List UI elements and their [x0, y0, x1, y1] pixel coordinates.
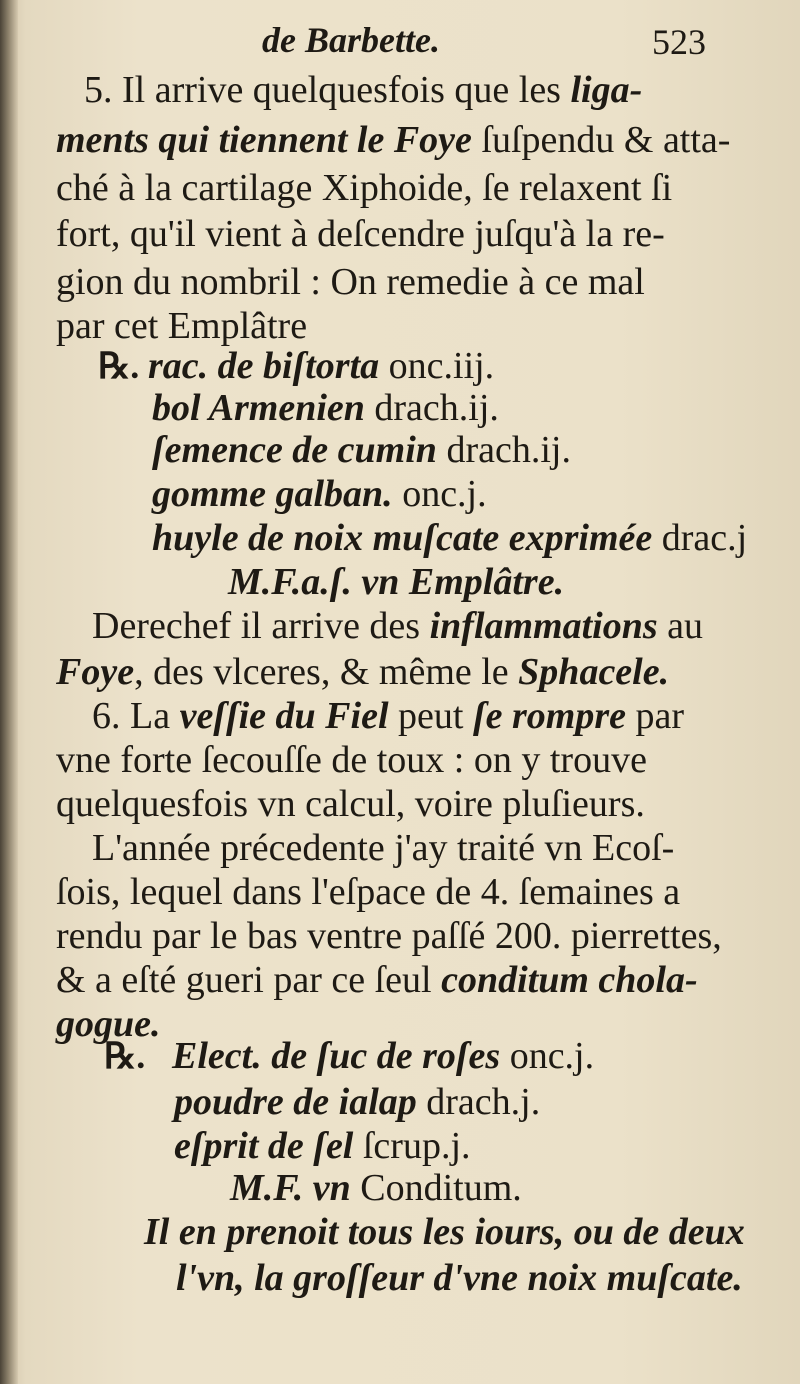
page-number: 523 — [652, 22, 706, 62]
body-line: ché à la cartilage Xiphoide, ſe relaxent ſi — [56, 167, 673, 209]
book-spine — [0, 0, 18, 1384]
ingredient-dose: onc.j. — [402, 473, 487, 515]
ingredient-dose: onc.j. — [509, 1035, 595, 1077]
ingredient-name: rac. de biſtorta — [148, 345, 380, 387]
recipe-instruction: M.F.a.ſ. vn Emplâtre. — [228, 561, 565, 603]
body-line: l'vn, la groſſeur d'vne noix muſcate. — [176, 1257, 743, 1299]
text-span: Derechef il arrive des — [92, 605, 430, 647]
ingredient-dose: drac.j — [661, 517, 748, 559]
ingredient-dose: drach.ij. — [446, 429, 571, 471]
body-line: gion du nombril : On remedie à ce mal — [56, 261, 645, 303]
text-span: au — [657, 605, 704, 647]
recipe-item — [152, 516, 747, 560]
ingredient-dose: onc.iij. — [388, 345, 495, 387]
italic-term: Sphacele. — [518, 651, 670, 693]
body-line: gogue. — [56, 1003, 161, 1045]
body-line: L'année précedente j'ay traité vn Ecoſ- — [92, 827, 675, 869]
body-line: par cet Emplâtre — [56, 305, 308, 347]
text-span: par — [625, 695, 685, 737]
italic-term: veſſie du Fiel — [179, 695, 389, 737]
recipe-symbol: ℞. — [104, 1036, 146, 1076]
body-line — [84, 68, 642, 112]
text-span: 5. Il arrive quelquesfois que les — [84, 69, 571, 111]
italic-term: conditum chola- — [441, 959, 698, 1001]
ingredient-name: eſprit de ſel — [174, 1125, 354, 1167]
text-span: Conditum. — [350, 1167, 522, 1209]
italic-term: ſe rompre — [472, 695, 626, 737]
ingredient-dose: drach.ij. — [374, 387, 499, 429]
ingredient-name: bol Armenien — [152, 387, 365, 429]
text-span: & a eſté gueri par ce ſeul — [56, 959, 442, 1001]
recipe-item — [152, 428, 571, 472]
body-line — [56, 650, 669, 694]
ingredient-name: gomme galban. — [152, 473, 393, 515]
recipe-item — [174, 1124, 471, 1168]
body-line: vne forte ſecouſſe de toux : on y trouve — [56, 739, 647, 781]
ingredient-name: Elect. de ſuc de roſes — [172, 1035, 501, 1077]
text-span: peut — [388, 695, 473, 737]
ingredient-dose: ſcrup.j. — [362, 1125, 471, 1167]
body-line: ſois, lequel dans l'eſpace de 4. ſemaines a — [56, 871, 681, 913]
text-span: ſuſpendu & atta- — [471, 119, 731, 161]
body-line — [92, 604, 703, 648]
italic-term: liga- — [570, 69, 643, 111]
recipe-item — [152, 472, 487, 516]
recipe-symbol: ℞. — [98, 346, 140, 386]
recipe-item — [172, 1034, 594, 1078]
body-line — [92, 694, 684, 738]
body-line: fort, qu'il vient à deſcendre juſqu'à la re- — [56, 213, 665, 255]
text-span: , des vlceres, & même le — [134, 651, 519, 693]
italic-term: inflammations — [429, 605, 658, 647]
ingredient-name: huyle de noix muſcate exprimée — [152, 517, 653, 559]
ingredient-name: poudre de ialap — [174, 1081, 417, 1123]
body-line — [56, 958, 698, 1002]
recipe-item — [148, 344, 494, 388]
italic-term: Foye — [56, 651, 135, 693]
body-line: quelquesfois vn calcul, voire pluſieurs. — [56, 783, 645, 825]
italic-term: M.F. vn — [230, 1167, 351, 1209]
recipe-item — [174, 1080, 540, 1124]
text-span: 6. La — [92, 695, 180, 737]
body-line: Il en prenoit tous les iours, ou de deux — [144, 1211, 745, 1253]
recipe-item — [152, 386, 499, 430]
ingredient-dose: drach.j. — [426, 1081, 541, 1123]
ingredient-name: ſemence de cumin — [152, 429, 437, 471]
recipe-instruction — [230, 1166, 522, 1210]
running-title: de Barbette. — [262, 20, 440, 60]
body-line — [56, 118, 730, 162]
italic-term: ments qui tiennent le Foye — [56, 119, 472, 161]
body-line: rendu par le bas ventre paſſé 200. pierrettes, — [56, 915, 722, 957]
